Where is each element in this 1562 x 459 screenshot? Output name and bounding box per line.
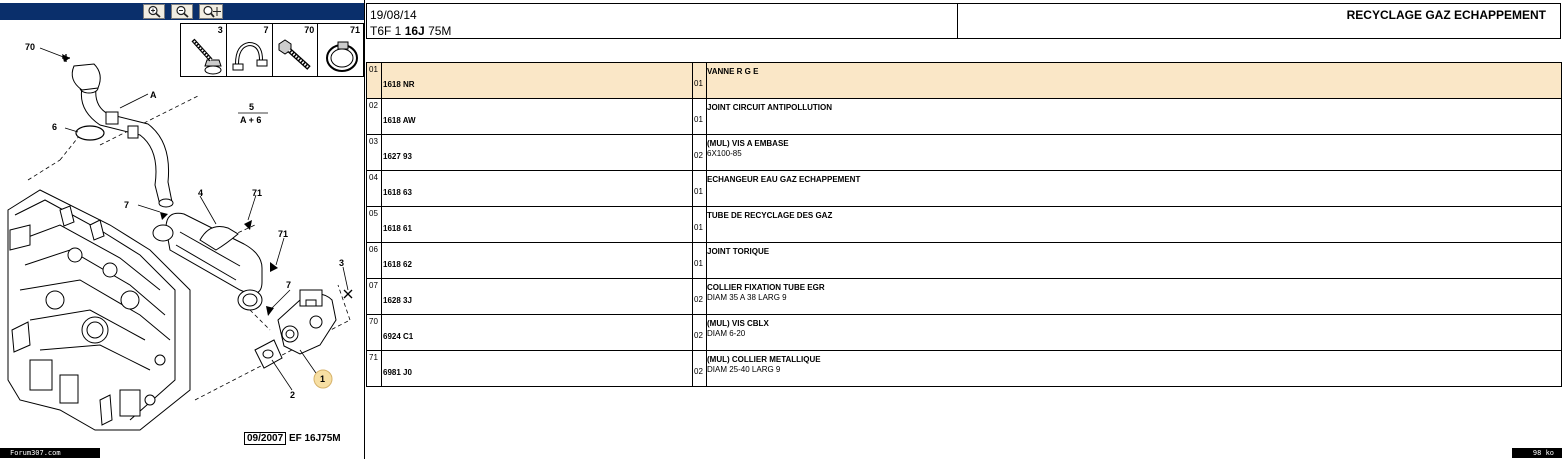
part-name: (MUL) VIS A EMBASE (707, 139, 789, 148)
legend-number: 7 (263, 25, 269, 35)
part-reference[interactable]: 1618 NR (383, 80, 415, 89)
callout-a-plus-6: A + 6 (240, 115, 262, 125)
table-row[interactable] (366, 243, 1562, 279)
part-description (706, 99, 1561, 134)
part-quantity: 02 (692, 279, 706, 314)
zoom-out-icon (172, 5, 192, 18)
stamp-date: 09/2007 (244, 432, 286, 445)
zoom-toolbar (0, 3, 364, 20)
row-index: 04 (369, 173, 378, 182)
pane-divider (364, 0, 365, 459)
part-detail: DIAM 35 A 38 LARG 9 (707, 293, 787, 302)
table-row[interactable] (366, 135, 1562, 171)
part-name: JOINT CIRCUIT ANTIPOLLUTION (707, 103, 833, 112)
part-reference[interactable]: 1618 63 (383, 188, 412, 197)
part-detail: DIAM 25-40 LARG 9 (707, 365, 781, 374)
part-description (706, 135, 1561, 170)
part-quantity: 01 (692, 99, 706, 134)
part-quantity: 02 (692, 351, 706, 386)
catalog-header (366, 3, 1561, 39)
callout-7-lower: 7 (286, 280, 292, 290)
callout-7-upper: 7 (124, 200, 130, 210)
table-row[interactable] (366, 99, 1562, 135)
part-detail: 6X100-85 (707, 149, 742, 158)
part-description (706, 243, 1561, 278)
part-reference[interactable]: 1618 AW (383, 116, 416, 125)
vehicle-model (370, 24, 451, 38)
part-detail: DIAM 6-20 (707, 329, 746, 338)
table-row[interactable] (366, 207, 1562, 243)
part-description (706, 171, 1561, 206)
file-size: 98 ko (1512, 448, 1562, 458)
part-name: TUBE DE RECYCLAGE DES GAZ (707, 211, 833, 220)
part-name: (MUL) COLLIER METALLIQUE (707, 355, 821, 364)
callout-71-upper: 71 (252, 188, 263, 198)
page-title: RECYCLAGE GAZ ECHAPPEMENT (1346, 8, 1546, 22)
row-index: 02 (369, 101, 378, 110)
callout-5: 5 (249, 102, 255, 112)
callout-a: A (150, 90, 157, 100)
table-row[interactable] (366, 62, 1562, 99)
zoom-fit-icon (200, 5, 222, 18)
part-description (706, 63, 1561, 98)
part-reference[interactable]: 6981 J0 (383, 368, 412, 377)
row-index: 71 (369, 353, 378, 362)
part-quantity: 02 (692, 315, 706, 350)
callout-71-lower: 71 (278, 229, 289, 239)
model-suffix: 75M (428, 24, 452, 38)
part-quantity: 02 (692, 135, 706, 170)
legend-number: 70 (304, 25, 315, 35)
part-quantity: 01 (692, 243, 706, 278)
table-row[interactable] (366, 315, 1562, 351)
zoom-in-icon (144, 5, 164, 18)
callout-6: 6 (52, 122, 58, 132)
part-description (706, 351, 1561, 386)
row-index: 05 (369, 209, 378, 218)
callout-4: 4 (198, 188, 204, 198)
egr-valve (278, 290, 336, 354)
zoom-in-button[interactable] (143, 4, 165, 19)
callout-3: 3 (339, 258, 345, 268)
part-quantity: 01 (692, 171, 706, 206)
table-row[interactable] (366, 351, 1562, 387)
part-reference[interactable]: 1627 93 (383, 152, 412, 161)
callout-2: 2 (290, 390, 296, 400)
part-reference[interactable]: 1628 3J (383, 296, 412, 305)
callout-1: 1 (320, 374, 326, 384)
zoom-fit-button[interactable] (199, 4, 223, 19)
row-index: 03 (369, 137, 378, 146)
stamp-code: EF 16J75M (288, 433, 341, 444)
part-name: JOINT TORIQUE (707, 247, 770, 256)
part-name: ECHANGEUR EAU GAZ ECHAPPEMENT (707, 175, 861, 184)
legend-number: 3 (217, 25, 223, 35)
o-ring (76, 126, 104, 140)
part-reference[interactable]: 6924 C1 (383, 332, 414, 341)
model-prefix: T6F 1 (370, 24, 402, 38)
part-quantity: 01 (692, 207, 706, 242)
catalog-date: 19/08/14 (370, 8, 417, 22)
callout-70: 70 (25, 42, 36, 52)
part-name: COLLIER FIXATION TUBE EGR (707, 283, 825, 292)
row-index: 06 (369, 245, 378, 254)
parts-table (366, 62, 1562, 387)
watermark: Forum307.com (0, 448, 100, 458)
part-reference[interactable]: 1618 62 (383, 260, 412, 269)
row-index: 07 (369, 281, 378, 290)
part-reference[interactable]: 1618 61 (383, 224, 412, 233)
header-separator (957, 4, 958, 38)
table-row[interactable] (366, 279, 1562, 315)
part-description (706, 279, 1561, 314)
valve-gasket (255, 340, 282, 368)
diagram-stamp (244, 433, 341, 444)
zoom-out-button[interactable] (171, 4, 193, 19)
part-quantity: 01 (692, 63, 706, 98)
diagram-pane (0, 0, 364, 459)
exploded-view-drawing (0, 24, 364, 434)
part-name: VANNE R G E (707, 67, 759, 76)
table-row[interactable] (366, 171, 1562, 207)
model-engine: 16J (404, 24, 425, 38)
row-index: 01 (369, 65, 378, 74)
part-description (706, 315, 1561, 350)
part-name: (MUL) VIS CBLX (707, 319, 769, 328)
legend-number: 71 (349, 25, 360, 35)
row-index: 70 (369, 317, 378, 326)
part-description (706, 207, 1561, 242)
